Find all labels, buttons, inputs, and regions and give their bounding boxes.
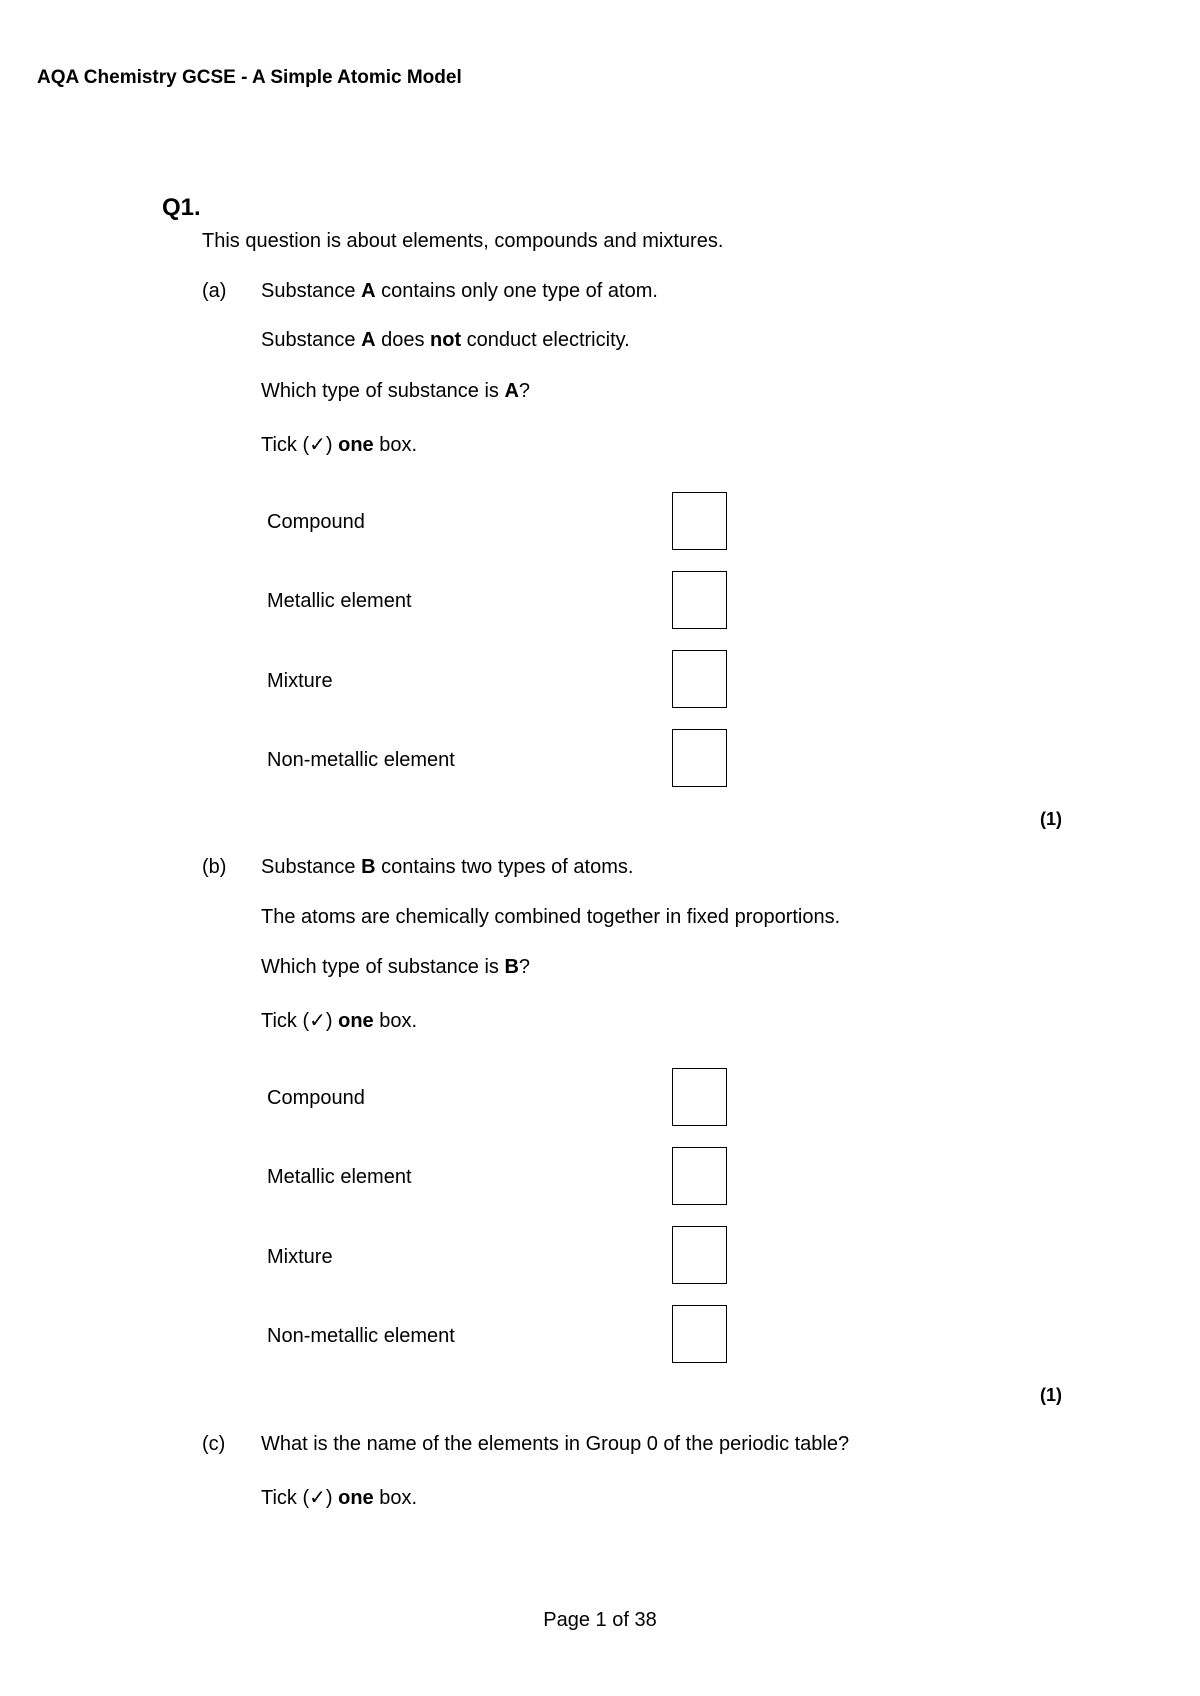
- part-b-option-compound-label: Compound: [267, 1087, 365, 1109]
- tick-icon: ✓: [309, 1487, 326, 1509]
- part-c-label: (c): [202, 1433, 226, 1455]
- part-a-option-compound-checkbox[interactable]: [672, 492, 727, 550]
- part-a-line1: Substance A contains only one type of atom.: [261, 280, 658, 302]
- part-b-option-non-metallic-element-checkbox[interactable]: [672, 1305, 727, 1363]
- part-b-marks: (1): [1040, 1385, 1062, 1405]
- part-b-tick-instruction: Tick (✓) one box.: [261, 1010, 418, 1032]
- part-a-option-non-metallic-element-checkbox[interactable]: [672, 729, 727, 787]
- part-b-option-metallic-element-label: Metallic element: [267, 1166, 412, 1188]
- question-intro: This question is about elements, compounds and mixtures.: [202, 230, 724, 252]
- page-number-footer: Page 1 of 38: [543, 1609, 657, 1631]
- part-c-line1: What is the name of the elements in Group 0 of the periodic table?: [261, 1433, 850, 1455]
- tick-icon: ✓: [309, 1010, 326, 1032]
- tick-icon: ✓: [309, 434, 326, 456]
- part-a-marks: (1): [1040, 809, 1062, 829]
- part-c-tick-instruction: Tick (✓) one box.: [261, 1487, 418, 1509]
- part-b-line3: Which type of substance is B?: [261, 956, 531, 978]
- part-b-option-non-metallic-element-label: Non-metallic element: [267, 1325, 455, 1347]
- part-b-option-metallic-element-checkbox[interactable]: [672, 1147, 727, 1205]
- part-b-option-compound-checkbox[interactable]: [672, 1068, 727, 1126]
- part-a-option-non-metallic-element-label: Non-metallic element: [267, 749, 455, 771]
- part-a-option-metallic-element-checkbox[interactable]: [672, 571, 727, 629]
- document-header-title: AQA Chemistry GCSE - A Simple Atomic Model: [37, 67, 462, 88]
- part-a-label: (a): [202, 280, 227, 302]
- part-a-option-compound-label: Compound: [267, 511, 365, 533]
- part-a-option-mixture-checkbox[interactable]: [672, 650, 727, 708]
- part-a-line3: Which type of substance is A?: [261, 380, 531, 402]
- part-b-line2: The atoms are chemically combined together in fixed proportions.: [261, 906, 841, 928]
- part-a-option-mixture-label: Mixture: [267, 670, 333, 692]
- part-a-tick-instruction: Tick (✓) one box.: [261, 434, 418, 456]
- part-b-option-mixture-label: Mixture: [267, 1246, 333, 1268]
- part-b-label: (b): [202, 856, 227, 878]
- part-b-line1: Substance B contains two types of atoms.: [261, 856, 634, 878]
- part-b-option-mixture-checkbox[interactable]: [672, 1226, 727, 1284]
- question-number: Q1.: [162, 194, 201, 221]
- part-a-line2: Substance A does not conduct electricity.: [261, 329, 630, 351]
- part-a-option-metallic-element-label: Metallic element: [267, 590, 412, 612]
